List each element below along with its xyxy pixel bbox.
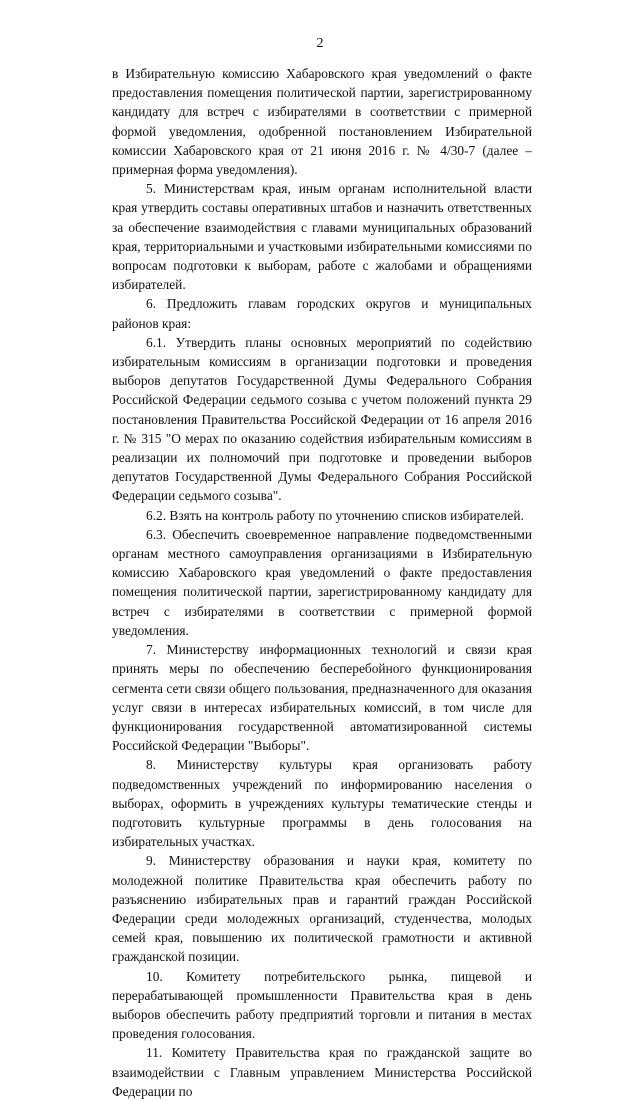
paragraph-item-10: 10. Комитету потребительского рынка, пищевой и перерабатывающей промышленности Правительства края в день выборов обеспечить работу предприятий торговли и питания в местах проведения голосования. bbox=[112, 968, 532, 1042]
paragraph-item-6: 6. Предложить главам городских округов и муниципальных районов края: bbox=[112, 296, 532, 331]
paragraph-continuation: в Избирательную комиссию Хабаровского края уведомлений о факте предоставления помещения политической партии, зарегистрированному кандидату для встреч с избирателями в соответствии с примерной формой уведомления, одобренной постановлением Избирательной комиссии Хабаровского края от 21 июня 2016 г. № 4/30-7 (далее – примерная форма уведомления). bbox=[112, 66, 532, 178]
document-body bbox=[112, 64, 532, 1101]
paragraph-item-5: 5. Министерствам края, иным органам исполнительной власти края утвердить составы оперативных штабов и назначить ответственных за обеспечение взаимодействия с главами муниципальных образований края, территориальными и участковыми избирательными комиссиями по вопросам подготовки к выборам, работе с жалобами и обращениями избирателей. bbox=[112, 181, 532, 293]
page-number: 2 bbox=[316, 36, 324, 51]
paragraph-item-6-1: 6.1. Утвердить планы основных мероприятий по содействию избирательным комиссиям в организации подготовки и проведения выборов депутатов Государственной Думы Федерального Собрания Российской Федерации седьмого созыва с учетом положений пункта 29 постановления Правительства Российской Федерации от 16 апреля 2016 г. № 315 "О мерах по оказанию содействия избирательным комиссиям в реализации их полномочий при подготовке и проведении выборов депутатов Государственной Думы Федерального Собрания Российской Федерации седьмого созыва". bbox=[112, 334, 532, 504]
paragraph-item-6-3: 6.3. Обеспечить своевременное направление подведомственными органам местного самоуправления организациями в Избирательную комиссию Хабаровского края уведомлений о факте предоставления помещения политической партии, зарегистрированному кандидату для встреч с избирателями в соответствии с примерной формой уведомления. bbox=[112, 526, 532, 638]
paragraph-item-8: 8. Министерству культуры края организовать работу подведомственных учреждений по информированию населения о выборах, оформить в учреждениях культуры тематические стенды и подготовить культурные программы в день голосования на избирательных участках. bbox=[112, 757, 532, 850]
paragraph-item-7: 7. Министерству информационных технологий и связи края принять меры по обеспечению бесперебойного функционирования сегмента сети связи общего пользования, предназначенного для оказания услуг связи в интересах избирательных комиссий, в том числе для функционирования государственной автоматизированной системы Российской Федерации "Выборы". bbox=[112, 642, 532, 754]
paragraph-item-6-2: 6.2. Взять на контроль работу по уточнению списков избирателей. bbox=[146, 507, 524, 523]
paragraph-item-11: 11. Комитету Правительства края по гражданской защите во взаимодействии с Главным управлением Министерства Российской Федерации по bbox=[112, 1045, 532, 1099]
paragraph-item-9: 9. Министерству образования и науки края, комитету по молодежной политике Правительства края обеспечить работу по разъяснению избирательных прав и гарантий граждан Российской Федерации среди молодежных организаций, студенчества, молодых семей края, повышению их политической грамотности и активной гражданской позиции. bbox=[112, 853, 532, 965]
